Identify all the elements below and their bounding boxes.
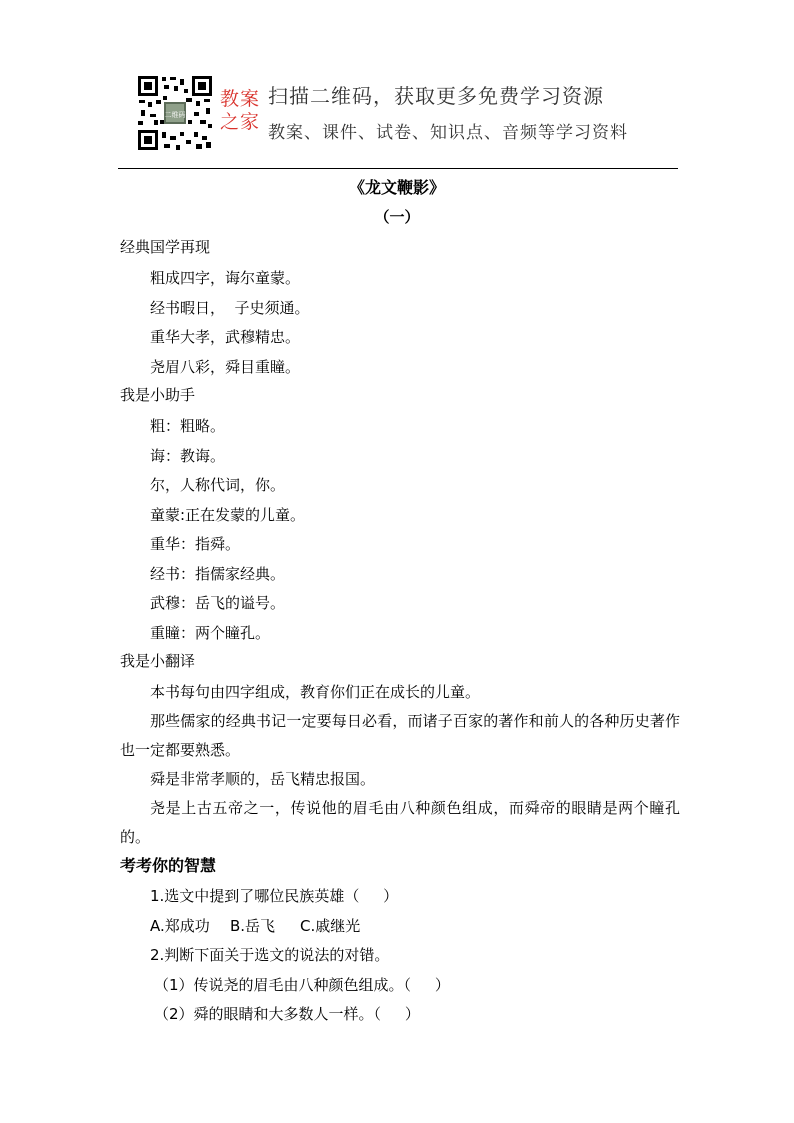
- helper-line: 重瞳：两个瞳孔。: [150, 623, 271, 642]
- document-body: [120, 236, 680, 1030]
- option-a: A.郑成功: [150, 916, 210, 935]
- ad-subline: 教案、课件、试卷、知识点、音频等学习资料: [268, 123, 628, 143]
- logo-line-1: 教案: [220, 88, 261, 110]
- helper-line: 粗：粗略。: [150, 417, 226, 435]
- quiz-question-2: 2.判断下面关于选文的说法的对错。: [150, 946, 390, 964]
- translate-paragraph: 舜是非常孝顺的，岳飞精忠报国。: [150, 770, 376, 788]
- classic-line: 重华大孝，武穆精忠。: [150, 328, 301, 346]
- translate-paragraph: 本书每句由四字组成，教育你们正在成长的儿童。: [150, 683, 481, 701]
- helper-line: 经书：指儒家经典。: [150, 564, 286, 583]
- helper-line: 诲：教诲。: [150, 446, 226, 465]
- section-heading-classic: 经典国学再现: [120, 238, 211, 256]
- quiz-question-1: 1.选文中提到了哪位民族英雄（ ）: [150, 887, 399, 905]
- classic-line: 尧眉八彩，舜目重瞳。: [150, 357, 301, 376]
- helper-line: 武穆：岳飞的谥号。: [150, 594, 286, 612]
- option-c: C.戚继光: [300, 916, 361, 935]
- translate-paragraph: 那些儒家的经典书记一定要每日必看，而诸子百家的著作和前人的各种历史著作也一定都要熟悉。: [120, 712, 680, 759]
- section-heading-quiz: 考考你的智慧: [120, 856, 217, 875]
- helper-line: 重华：指舜。: [150, 535, 241, 553]
- quiz-item: （1）传说尧的眉毛由八种颜色组成。（ ）: [154, 975, 450, 994]
- classic-line: 经书暇日， 子史须通。: [150, 298, 310, 317]
- qr-code[interactable]: [136, 74, 214, 152]
- logo-line-2: 之家: [220, 111, 261, 133]
- page-title: 《龙文鞭影》: [348, 178, 445, 197]
- header-divider: [118, 168, 678, 169]
- logo: [220, 88, 268, 134]
- promo-header: [118, 70, 678, 168]
- helper-line: 尔，人称代词，你。: [150, 476, 286, 494]
- option-b: B.岳飞: [230, 916, 276, 935]
- quiz-item: （2）舜的眼睛和大多数人一样。（ ）: [154, 1005, 420, 1023]
- helper-line: 童蒙:正在发蒙的儿童。: [150, 505, 306, 524]
- section-heading-translate: 我是小翻译: [120, 652, 196, 670]
- page-subtitle: （一）: [374, 208, 420, 226]
- quiz-options: [120, 912, 680, 942]
- svg-text:二维码: 二维码: [164, 111, 186, 119]
- section-heading-helper: 我是小助手: [120, 386, 196, 404]
- translate-paragraph: 尧是上古五帝之一，传说他的眉毛由八种颜色组成，而舜帝的眼睛是两个瞳孔的。: [120, 799, 680, 846]
- ad-headline: 扫描二维码，获取更多免费学习资源: [268, 84, 604, 108]
- classic-line: 粗成四字，诲尔童蒙。: [150, 269, 301, 287]
